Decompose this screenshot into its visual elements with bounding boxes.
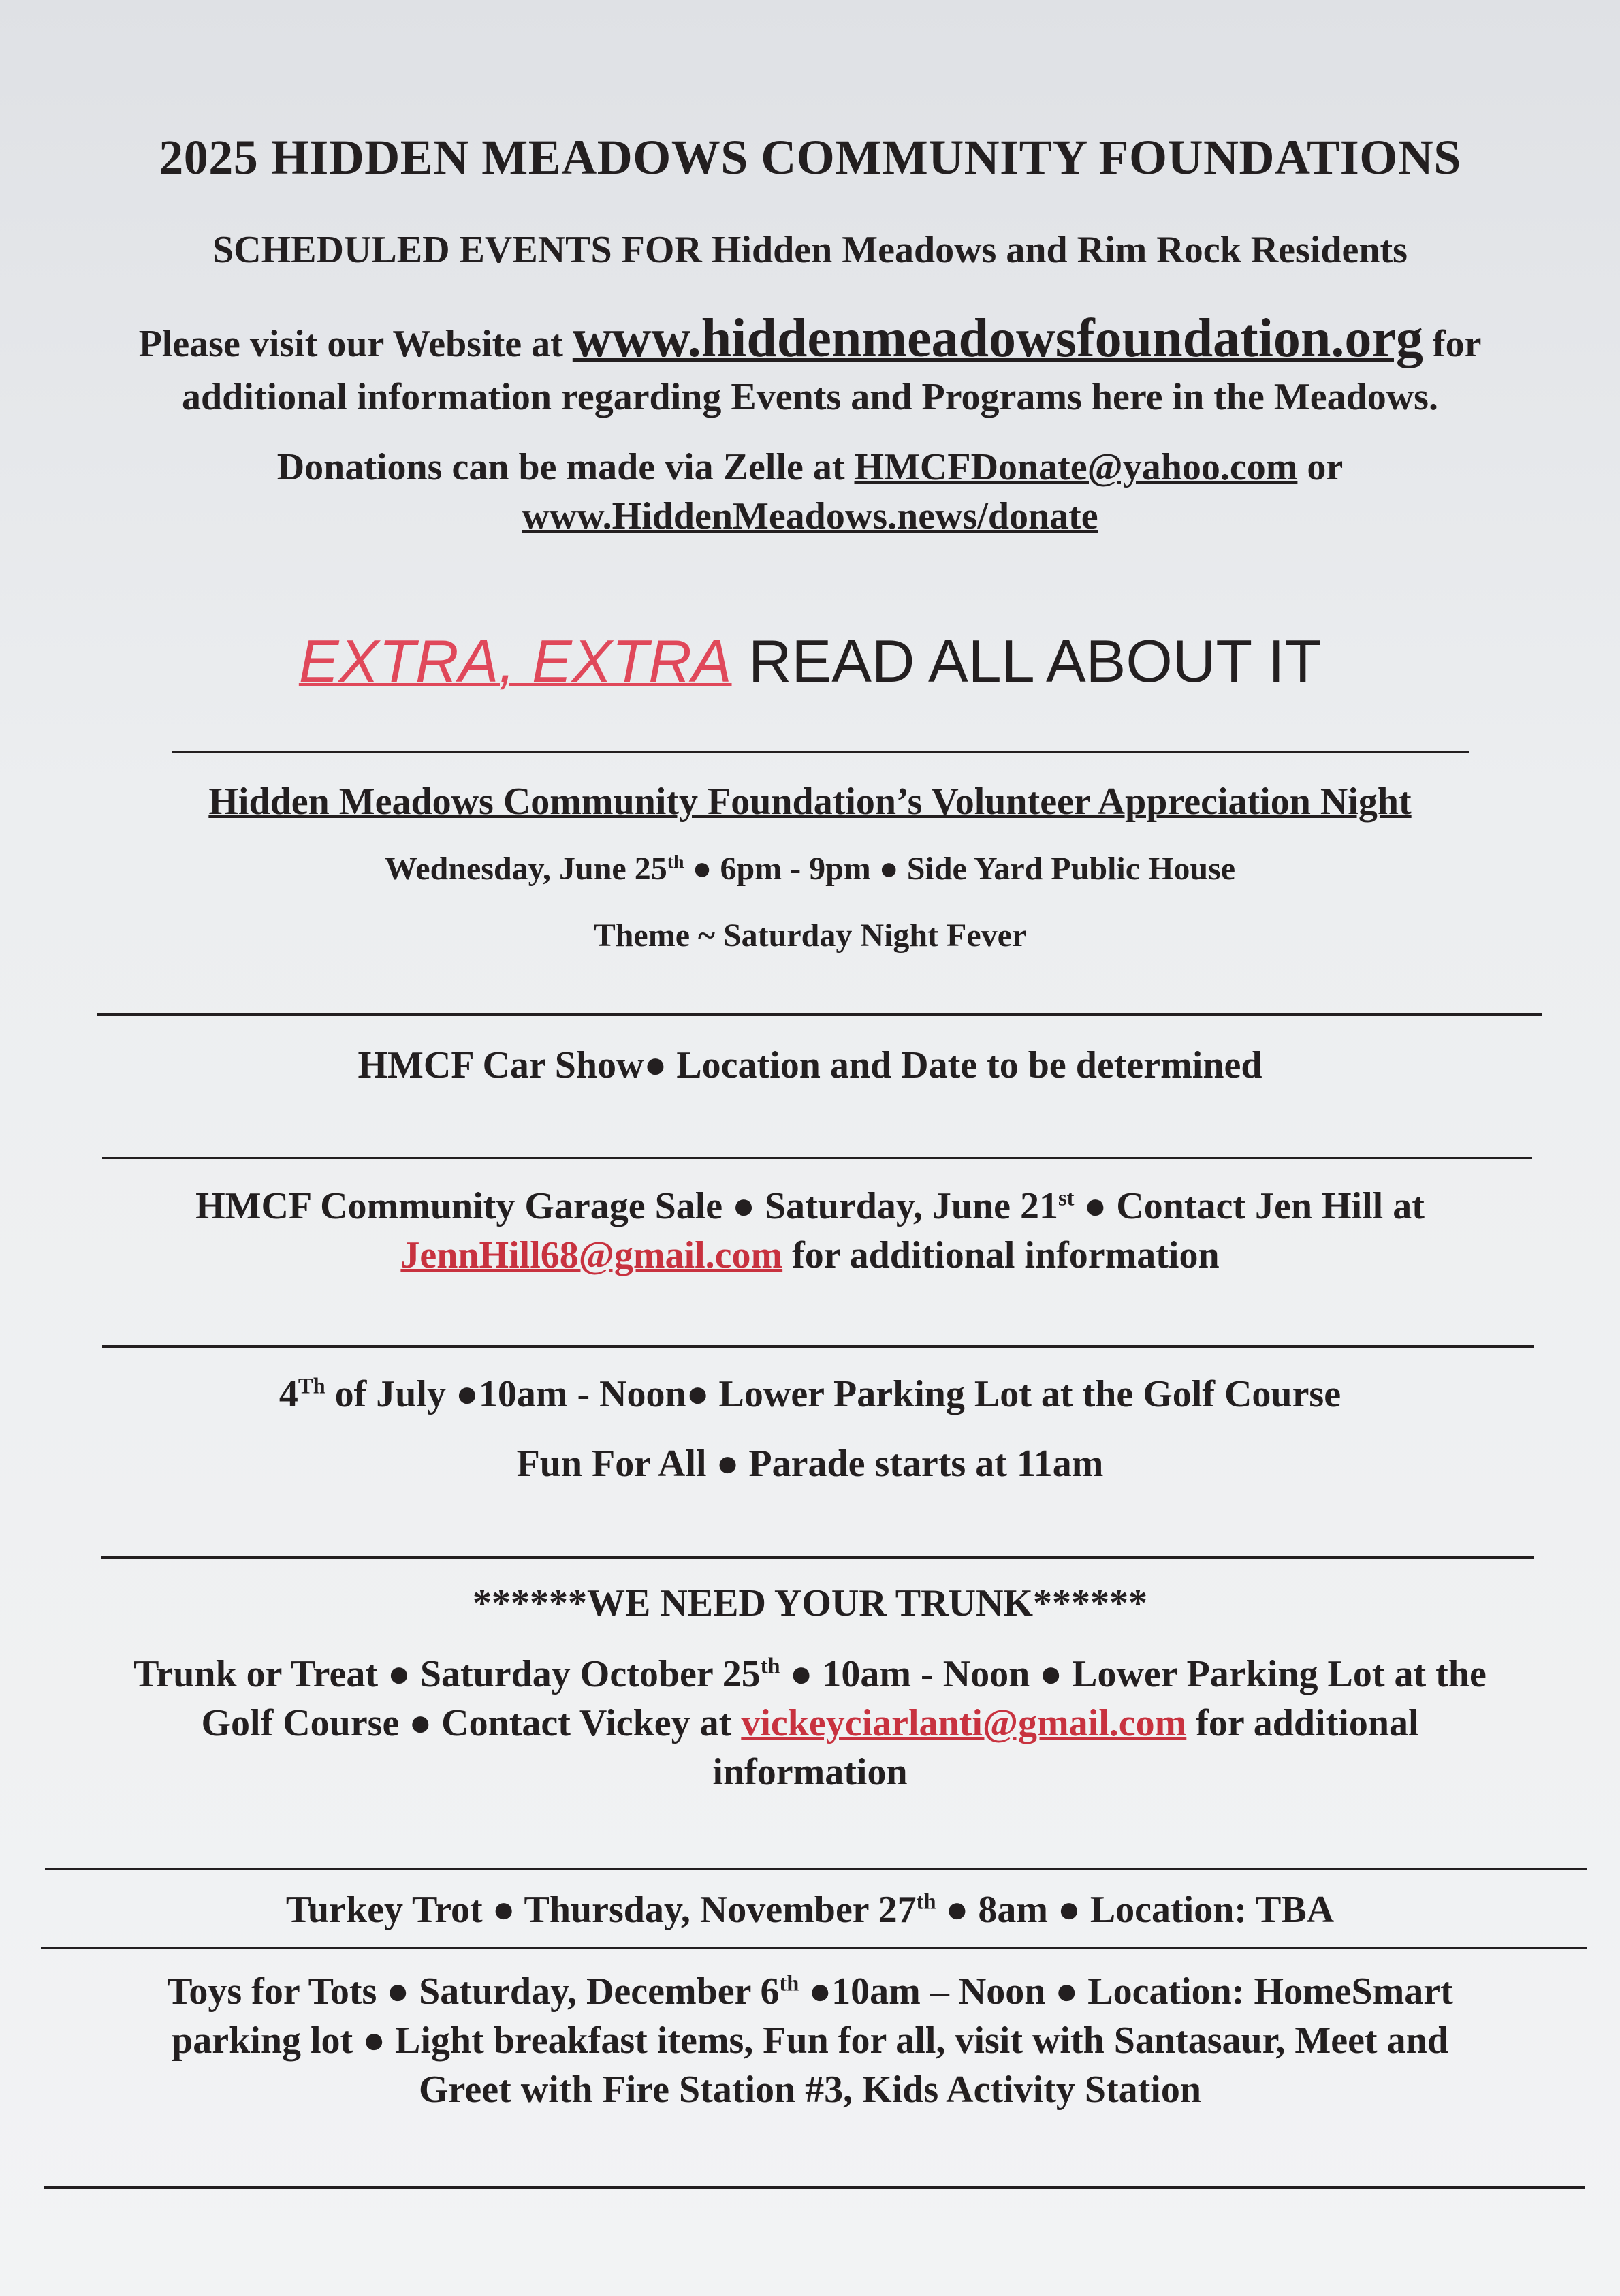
trunk-heading: ******WE NEED YOUR TRUNK****** xyxy=(473,1582,1147,1624)
extra-highlight: EXTRA, EXTRA xyxy=(298,627,732,695)
trunk-information: information xyxy=(712,1751,908,1793)
garage-sale-email-link[interactable]: JennHill68@gmail.com xyxy=(400,1234,783,1276)
july4-details: of July ●10am - Noon● Lower Parking Lot at the Golf Course xyxy=(325,1373,1341,1415)
turkey-location: ● 8am ● Location: TBA xyxy=(936,1889,1335,1931)
volunteer-date-suffix: th xyxy=(667,851,684,872)
extra-banner xyxy=(0,627,1620,696)
garage-sale-date: HMCF Community Garage Sale ● Saturday, June 21 xyxy=(195,1185,1058,1227)
july4-day-suffix: Th xyxy=(298,1374,325,1399)
toys-activities: Greet with Fire Station #3, Kids Activity Station xyxy=(419,2069,1201,2111)
donate-prefix: Donations can be made via Zelle at xyxy=(276,446,855,488)
donate-or: or xyxy=(1297,446,1344,488)
donation-notice xyxy=(0,443,1620,541)
event-volunteer-title xyxy=(0,780,1620,823)
flyer-title: 2025 HIDDEN MEADOWS COMMUNITY FOUNDATIONS xyxy=(159,130,1461,185)
event-july4 xyxy=(0,1372,1620,1416)
divider xyxy=(41,1947,1587,1949)
website-suffix: for xyxy=(1423,323,1482,365)
event-july4-fun: Fun For All ● Parade starts at 11am xyxy=(516,1443,1104,1485)
website-link[interactable]: www.hiddenmeadowsfoundation.org xyxy=(572,309,1423,368)
divider xyxy=(45,1868,1587,1870)
volunteer-date: Wednesday, June 25 xyxy=(384,851,667,887)
event-volunteer-theme: Theme ~ Saturday Night Fever xyxy=(593,917,1027,954)
event-volunteer-details xyxy=(0,850,1620,887)
trunk-contact: Golf Course ● Contact Vickey at xyxy=(201,1702,742,1744)
trunk-more-info: for additional xyxy=(1186,1702,1419,1744)
event-trunk-or-treat xyxy=(0,1650,1620,1797)
donate-url-link[interactable]: www.HiddenMeadows.news/donate xyxy=(522,495,1098,537)
donate-email-link[interactable]: HMCFDonate@yahoo.com xyxy=(854,446,1298,488)
divider xyxy=(102,1345,1534,1348)
toys-date: Toys for Tots ● Saturday, December 6 xyxy=(167,1970,780,2013)
toys-location: ●10am – Noon ● Location: HomeSmart xyxy=(799,1970,1453,2013)
turkey-date: Turkey Trot ● Thursday, November 27 xyxy=(285,1889,917,1931)
event-turkey-trot xyxy=(0,1888,1620,1932)
garage-sale-more-info: for additional information xyxy=(782,1234,1220,1276)
garage-sale-contact: ● Contact Jen Hill at xyxy=(1074,1185,1425,1227)
divider xyxy=(44,2186,1585,2189)
garage-sale-date-suffix: st xyxy=(1058,1186,1075,1211)
trunk-date: Trunk or Treat ● Saturday October 25 xyxy=(133,1653,761,1695)
extra-rest: READ ALL ABOUT IT xyxy=(731,627,1322,695)
toys-details: parking lot ● Light breakfast items, Fun for all, visit with Santasaur, Meet and xyxy=(172,2019,1448,2062)
trunk-email-link[interactable]: vickeyciarlanti@gmail.com xyxy=(741,1702,1187,1744)
trunk-date-suffix: th xyxy=(760,1654,780,1679)
toys-date-suffix: th xyxy=(779,1971,799,1996)
website-line2: additional information regarding Events and Programs here in the Meadows. xyxy=(182,376,1438,418)
event-toys-for-tots xyxy=(0,1967,1620,2114)
event-car-show: HMCF Car Show● Location and Date to be determined xyxy=(358,1044,1262,1086)
divider xyxy=(101,1556,1534,1559)
divider xyxy=(172,751,1469,753)
event-garage-sale xyxy=(0,1182,1620,1280)
july4-day: 4 xyxy=(279,1373,298,1415)
turkey-date-suffix: th xyxy=(916,1889,936,1915)
volunteer-title: Hidden Meadows Community Foundation’s Volunteer Appreciation Night xyxy=(208,781,1412,823)
volunteer-time-place: ● 6pm - 9pm ● Side Yard Public House xyxy=(684,851,1236,887)
website-prefix: Please visit our Website at xyxy=(138,323,573,365)
flyer-subtitle: SCHEDULED EVENTS FOR Hidden Meadows and Rim Rock Residents xyxy=(212,229,1408,271)
trunk-place: ● 10am - Noon ● Lower Parking Lot at the xyxy=(780,1653,1487,1695)
website-notice xyxy=(0,309,1620,424)
divider xyxy=(97,1013,1542,1016)
divider xyxy=(102,1157,1532,1159)
